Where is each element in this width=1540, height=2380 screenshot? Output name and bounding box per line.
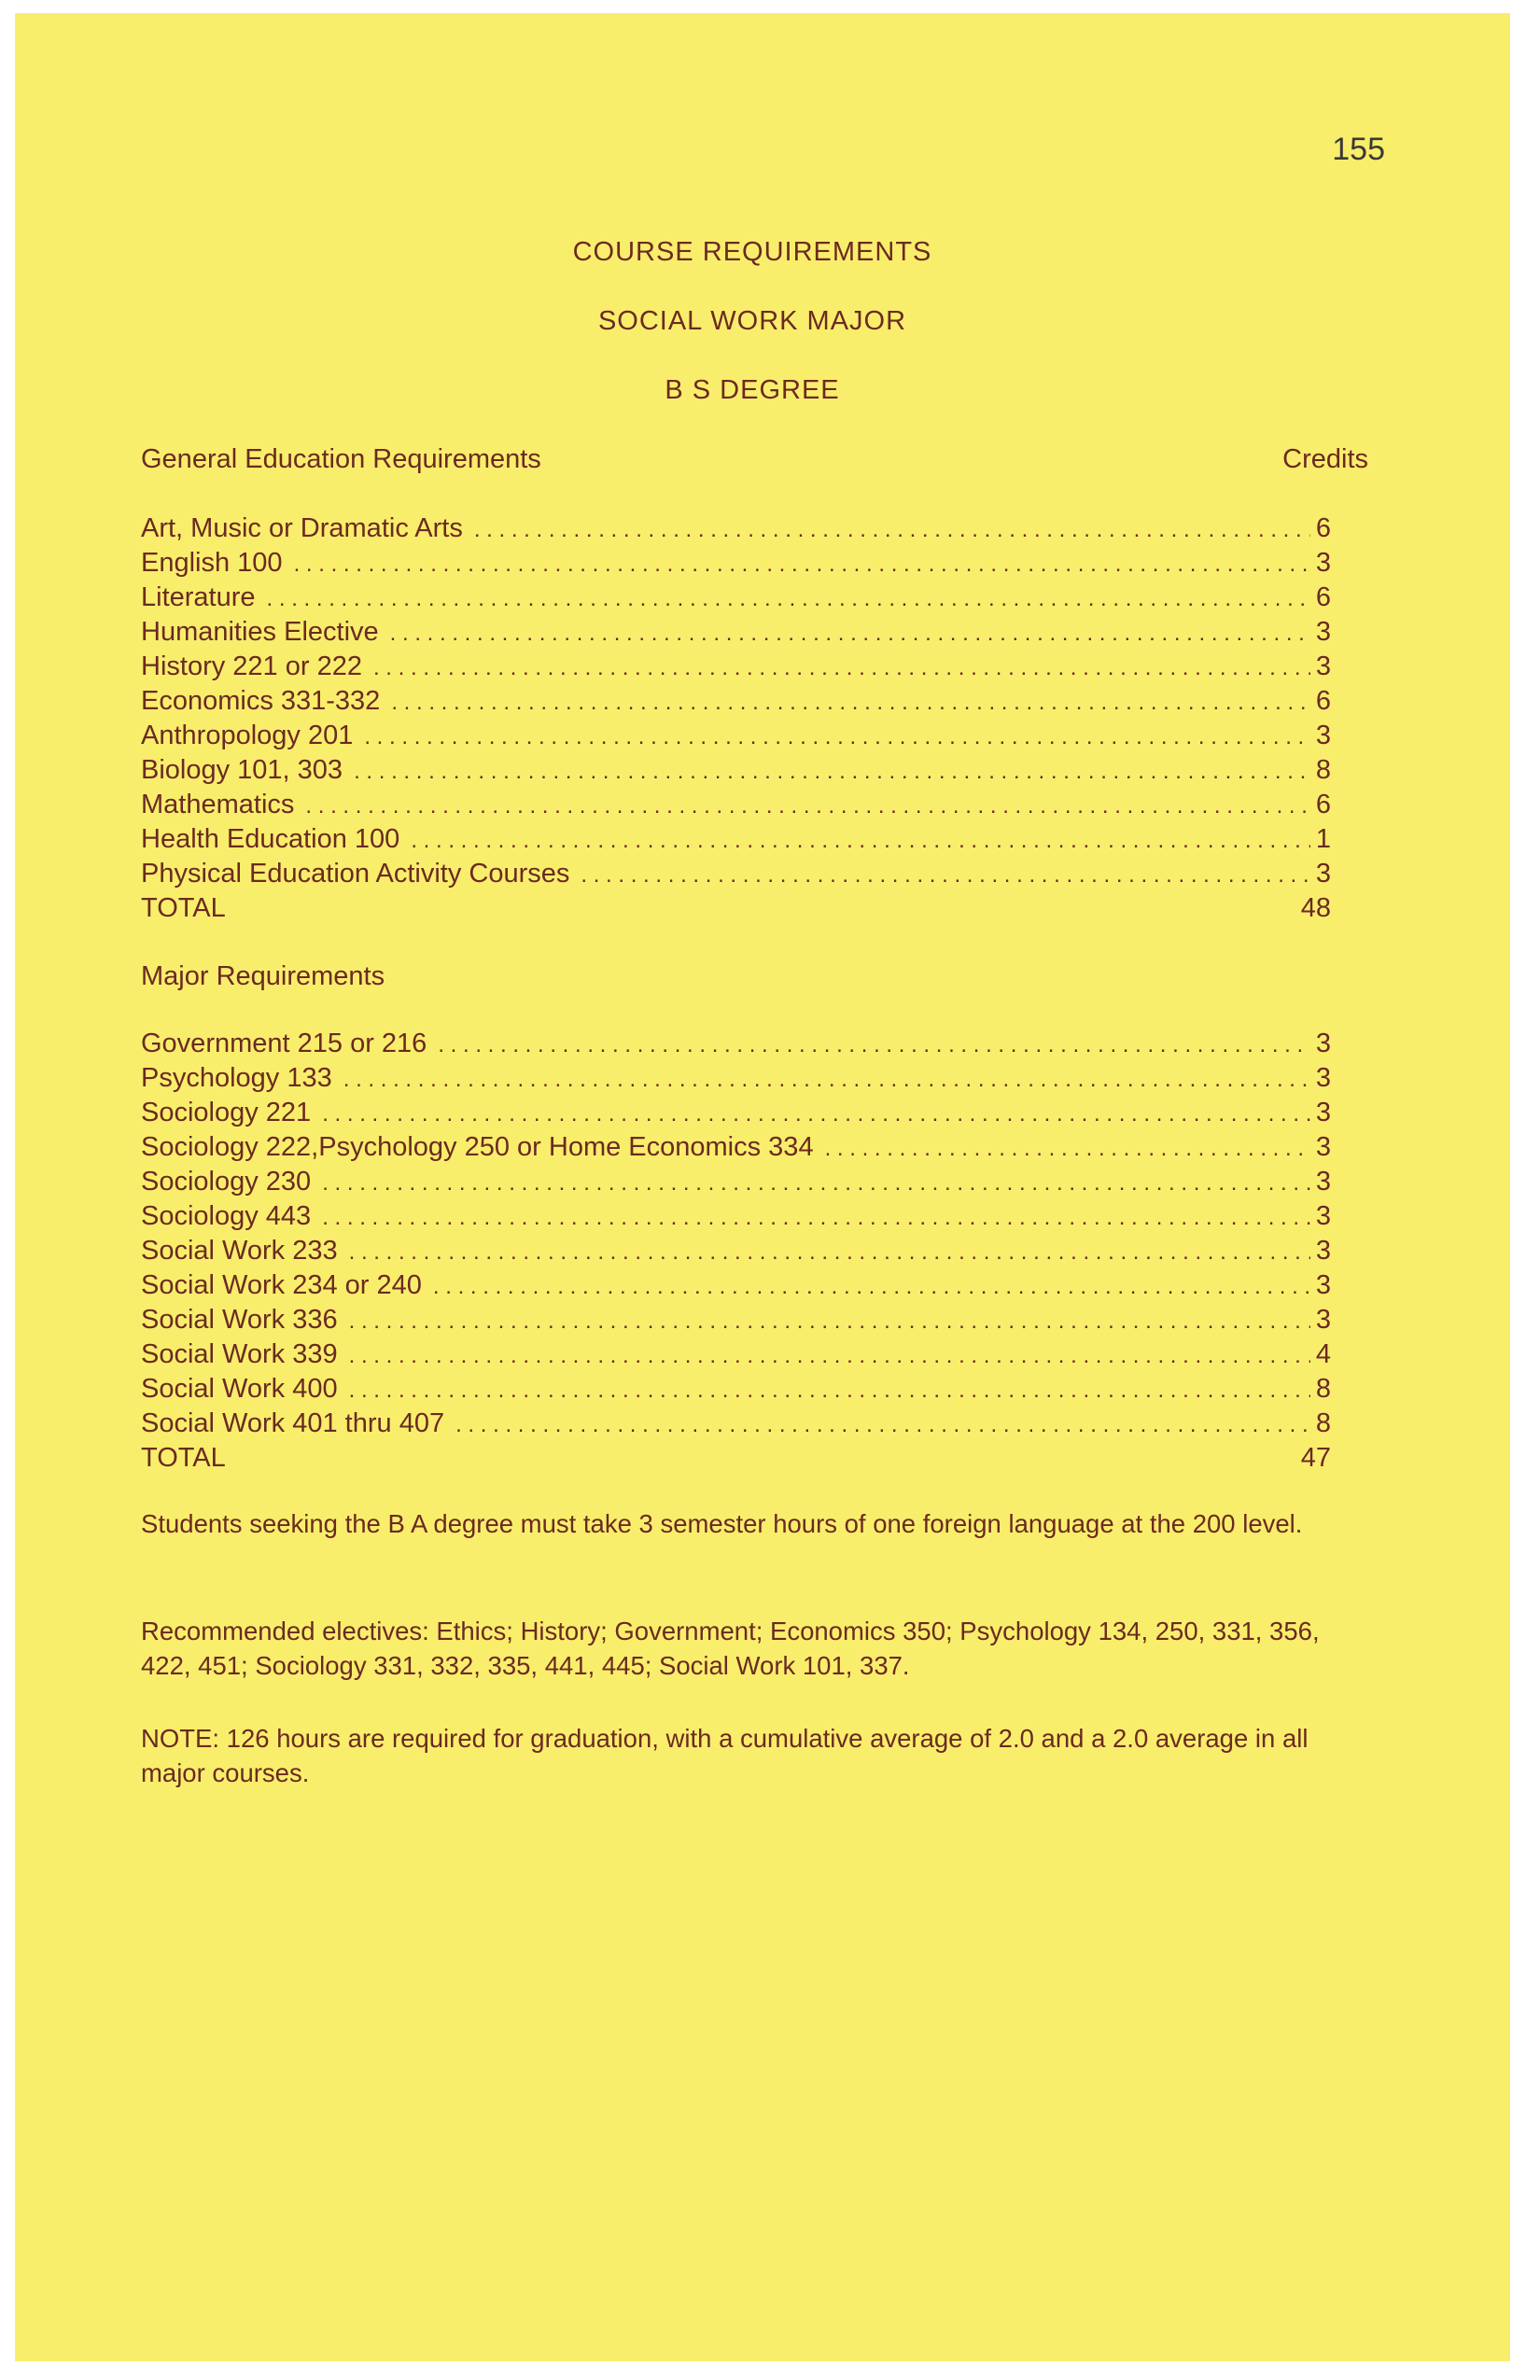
requirement-row [141, 581, 1331, 615]
course-credits: 3 [1315, 1270, 1331, 1300]
course-name: Humanities Elective [141, 617, 379, 647]
dot-leader [411, 823, 1310, 858]
course-credits: 3 [1315, 548, 1331, 578]
general-education-total-row [141, 891, 1331, 926]
dot-leader [322, 1166, 1310, 1200]
requirement-row [141, 788, 1331, 822]
dot-leader [455, 1407, 1310, 1442]
requirement-row [141, 684, 1331, 719]
course-name: Social Work 400 [141, 1374, 338, 1404]
dot-leader [349, 1304, 1310, 1338]
course-credits: 3 [1315, 1063, 1331, 1093]
course-name: Economics 331-332 [141, 686, 381, 716]
dot-leader [267, 581, 1310, 616]
dot-leader [343, 1062, 1310, 1097]
dot-leader [391, 685, 1310, 720]
dot-leader [433, 1269, 1310, 1304]
requirement-row [141, 1337, 1331, 1372]
course-name: History 221 or 222 [141, 651, 362, 681]
course-name: Social Work 234 or 240 [141, 1270, 422, 1300]
major-requirements-total-row [141, 1441, 1331, 1476]
requirement-row [141, 546, 1331, 581]
requirement-row [141, 1061, 1331, 1096]
course-credits: 1 [1315, 824, 1331, 854]
document-title: COURSE REQUIREMENTS [572, 237, 932, 267]
dot-leader [322, 1200, 1310, 1235]
major-requirements-title: Major Requirements [141, 961, 385, 991]
course-name: Social Work 233 [141, 1236, 338, 1266]
requirement-row [141, 615, 1331, 650]
dot-leader [349, 1373, 1310, 1407]
course-name: Sociology 222,Psychology 250 or Home Economics 334 [141, 1132, 814, 1162]
total-label: TOTAL [141, 893, 226, 923]
requirement-row [141, 1234, 1331, 1268]
course-credits: 3 [1315, 1201, 1331, 1231]
course-name: Sociology 443 [141, 1201, 312, 1231]
dot-leader [294, 547, 1310, 581]
course-name: Literature [141, 582, 256, 612]
course-name: Physical Education Activity Courses [141, 859, 570, 889]
general-education-title: General Education Requirements [141, 444, 541, 474]
course-credits: 3 [1315, 1132, 1331, 1162]
credits-column-label: Credits [1282, 444, 1368, 474]
course-name: Social Work 336 [141, 1305, 338, 1335]
course-name: Health Education 100 [141, 824, 400, 854]
requirement-row [141, 753, 1331, 788]
dot-leader [438, 1028, 1310, 1062]
recommended-electives-note: Recommended electives: Ethics; History; Government; Economics 350; Psychology 134, 250, 331, 356, 422, 451; Sociology 331, 332, 335, 441, 445; Social Work 101, 337. [141, 1617, 1320, 1680]
degree-heading: B S DEGREE [665, 375, 840, 405]
page-number: 155 [1332, 132, 1385, 167]
course-credits: 8 [1315, 755, 1331, 785]
course-name: Social Work 401 thru 407 [141, 1408, 445, 1438]
requirement-row [141, 1303, 1331, 1337]
requirement-row [141, 1096, 1331, 1130]
course-name: Social Work 339 [141, 1339, 338, 1369]
course-name: Anthropology 201 [141, 721, 354, 750]
total-value: 47 [1300, 1443, 1331, 1473]
requirement-row [141, 1268, 1331, 1303]
requirement-row [141, 1199, 1331, 1234]
dot-leader [349, 1235, 1310, 1269]
dot-leader [364, 720, 1310, 754]
major-heading: SOCIAL WORK MAJOR [597, 306, 907, 336]
total-label: TOTAL [141, 1443, 226, 1473]
dot-leader [390, 616, 1310, 651]
dot-leader [825, 1131, 1310, 1166]
course-credits: 6 [1315, 513, 1331, 543]
course-name: Sociology 230 [141, 1167, 312, 1197]
dot-leader [349, 1338, 1310, 1373]
dot-leader [581, 858, 1310, 892]
course-credits: 3 [1315, 859, 1331, 889]
course-credits: 8 [1315, 1408, 1331, 1438]
course-credits: 4 [1315, 1339, 1331, 1369]
course-credits: 3 [1315, 721, 1331, 750]
requirement-row [141, 857, 1331, 891]
requirement-row [141, 650, 1331, 684]
course-name: Art, Music or Dramatic Arts [141, 513, 463, 543]
graduation-note: NOTE: 126 hours are required for graduation, with a cumulative average of 2.0 and a 2.0 average in all major courses. [141, 1724, 1309, 1787]
course-name: Biology 101, 303 [141, 755, 343, 785]
course-credits: 3 [1315, 1236, 1331, 1266]
course-credits: 3 [1315, 617, 1331, 647]
dot-leader [322, 1097, 1310, 1131]
course-credits: 8 [1315, 1374, 1331, 1404]
dot-leader [474, 512, 1310, 547]
course-credits: 6 [1315, 686, 1331, 716]
dot-leader [354, 754, 1310, 789]
course-credits: 3 [1315, 651, 1331, 681]
dot-leader [373, 651, 1310, 685]
course-name: Sociology 221 [141, 1098, 312, 1127]
general-education-list [141, 511, 1331, 926]
requirement-row [141, 1372, 1331, 1407]
document-page [15, 13, 1510, 2361]
requirement-row [141, 1027, 1331, 1061]
course-name: Mathematics [141, 790, 295, 819]
requirement-row [141, 1130, 1331, 1165]
requirement-row [141, 1165, 1331, 1199]
dot-leader [305, 789, 1310, 823]
ba-degree-note: Students seeking the B A degree must take 3 semester hours of one foreign language at the 200 level. [141, 1509, 1303, 1538]
course-credits: 6 [1315, 790, 1331, 819]
course-name: English 100 [141, 548, 283, 578]
course-credits: 3 [1315, 1029, 1331, 1058]
requirement-row [141, 719, 1331, 753]
requirement-row [141, 511, 1331, 546]
course-name: Psychology 133 [141, 1063, 332, 1093]
course-name: Government 215 or 216 [141, 1029, 427, 1058]
total-value: 48 [1300, 893, 1331, 923]
major-requirements-list [141, 1027, 1331, 1476]
requirement-row [141, 1407, 1331, 1441]
course-credits: 3 [1315, 1098, 1331, 1127]
requirement-row [141, 822, 1331, 857]
course-credits: 3 [1315, 1305, 1331, 1335]
course-credits: 3 [1315, 1167, 1331, 1197]
course-credits: 6 [1315, 582, 1331, 612]
